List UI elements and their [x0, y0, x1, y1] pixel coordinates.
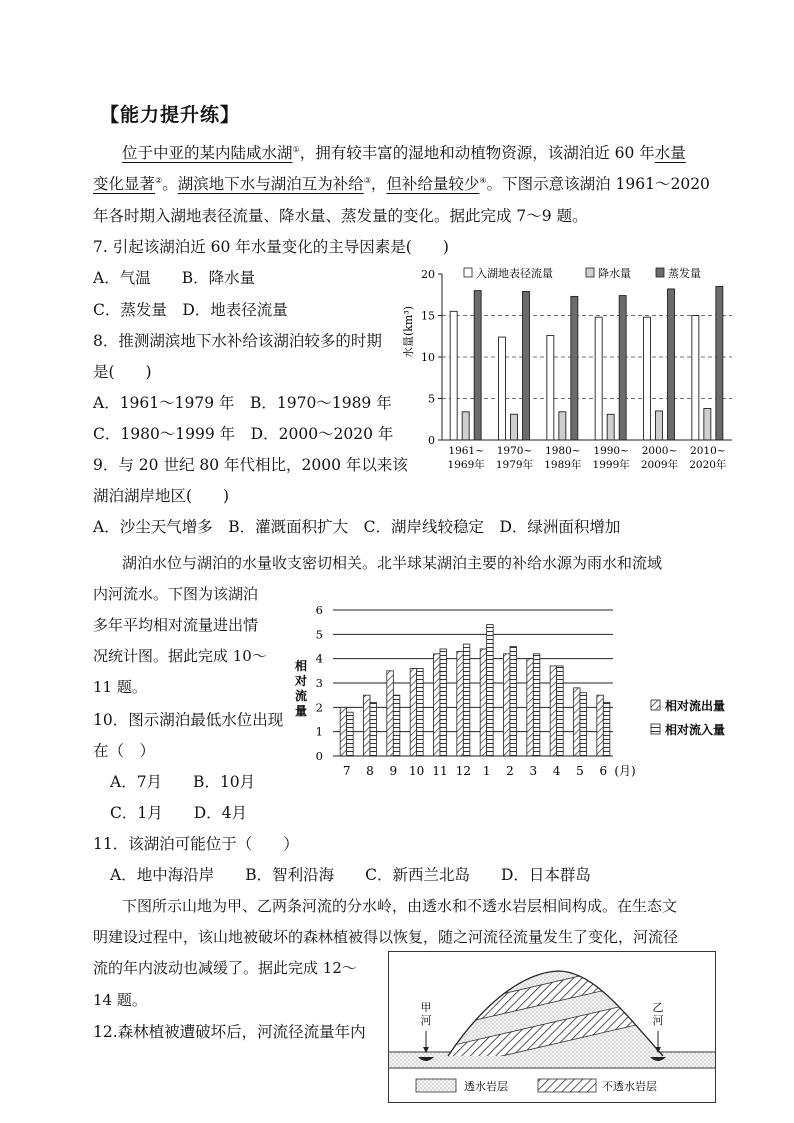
q7-options-ab: A．气温 B．降水量: [93, 269, 256, 287]
marker-2: ②: [155, 175, 163, 185]
chart2-ytick-label: 6: [315, 603, 323, 617]
chart2-bar: [574, 688, 581, 756]
chart2-bar: [434, 654, 441, 756]
legend-impermeable-swatch: [538, 1079, 596, 1092]
chart1-bar: [692, 316, 699, 441]
passage2-line5: 11 题。: [93, 678, 147, 696]
q8-stem-2: 是( ): [93, 363, 152, 381]
chart2-bar: [457, 651, 464, 756]
chart2-y-label-char: 相: [294, 659, 308, 673]
chart1-bar: [644, 317, 651, 440]
q8-stem-1: 8．推测湖滨地下水补给该湖泊较多的时期: [93, 332, 382, 350]
q9-stem-2: 湖泊湖岸地区( ): [93, 487, 230, 505]
chart1-legend-swatch: [464, 268, 472, 277]
chart1-xtick-label: 1969年: [447, 459, 485, 471]
chart2-bar: [364, 695, 371, 756]
chart1-ytick-label: 0: [428, 434, 435, 447]
passage1-text-2d: ，: [370, 175, 387, 193]
chart2-bar: [440, 649, 447, 756]
passage1-underlined-3: 变化显著: [93, 175, 156, 193]
chart2-bar: [597, 695, 604, 756]
chart2-bar: [393, 695, 400, 756]
chart2-xtick-label: 4: [552, 764, 561, 778]
chart2-ytick-label: 2: [315, 700, 323, 715]
lake-flow-chart: [293, 598, 743, 784]
chart2-y-label-char: 对: [294, 674, 308, 688]
q11-stem: 11．该湖泊可能位于（ ）: [93, 835, 299, 853]
chart2-bar: [557, 666, 564, 756]
chart2-xtick-label: 5: [576, 764, 584, 778]
chart1-bar: [547, 335, 554, 440]
q10-stem-1: 10．图示湖泊最低水位出现: [93, 711, 284, 729]
passage1-text-2f: 。下图示意该湖泊 1961～2020: [486, 175, 710, 193]
chart1-xtick-label: 1970~: [496, 445, 533, 457]
chart1-bar: [462, 412, 469, 440]
marker-4: ④: [479, 175, 487, 185]
passage1-underlined-4: 湖滨地下水与湖泊互为补给: [177, 175, 364, 193]
chart1-legend-label: 降水量: [598, 267, 631, 280]
chart1-legend-swatch: [656, 268, 664, 277]
chart2-ytick-label: 1: [315, 724, 323, 739]
chart2-xtick-label: 7: [342, 764, 351, 778]
chart1-bar: [668, 289, 675, 440]
q12-stem: 12.森林植被遭破坏后，河流径流量年内: [93, 1023, 366, 1041]
marker-3: ③: [363, 175, 371, 185]
chart2-xtick-label: 1: [482, 764, 491, 778]
passage3-line1: 下图所示山地为甲、乙两条河流的分水岭，由透水和不透水岩层相间构成。在生态文: [122, 897, 678, 915]
chart2-bar: [533, 654, 540, 756]
chart2-bar: [603, 702, 610, 756]
chart1-legend-label: 入湖地表径流量: [476, 267, 553, 280]
chart2-xtick-label: 2: [506, 764, 514, 778]
section-title: 【能力提升练】: [100, 104, 241, 126]
passage1-text-1b: ，拥有较丰富的湿地和动植物资源，该湖泊近 60 年: [299, 144, 655, 162]
chart2-x-unit: (月): [614, 764, 636, 778]
q10-stem-2: 在（ ）: [93, 742, 156, 760]
chart1-y-label: 水量(km³): [402, 305, 415, 359]
chart1-xtick-label: 2009年: [640, 459, 679, 471]
chart2-xtick-label: 9: [389, 764, 398, 778]
mountain-cross-section-diagram: [388, 951, 716, 1103]
legend-permeable-swatch: [416, 1079, 456, 1092]
chart2-bar: [550, 666, 557, 756]
river-yi-label: 乙河: [652, 1001, 664, 1027]
q8-options-ab: A．1961～1979 年 B．1970～1989 年: [93, 394, 392, 412]
q7-options-cd: C．蒸发量 D．地表径流量: [93, 301, 288, 319]
q10-options-cd: C．1月 D．4月: [110, 804, 248, 822]
chart2-bar: [417, 668, 424, 756]
river-jia-label: 甲河: [420, 1001, 432, 1027]
chart2-xtick-label: 6: [599, 764, 608, 778]
chart1-bar: [511, 414, 518, 440]
chart1-ytick-label: 10: [421, 351, 435, 364]
chart2-bar: [580, 693, 587, 756]
chart1-ytick-label: 15: [421, 309, 435, 323]
chart1-bar: [595, 317, 602, 440]
chart1-bar: [523, 291, 530, 440]
chart2-ytick-label: 3: [315, 676, 323, 690]
water-balance-chart: [398, 262, 744, 474]
chart2-legend-label: 相对流出量: [665, 699, 726, 713]
chart1-legend-swatch: [586, 268, 594, 277]
passage1-underlined-2: 水量: [654, 144, 686, 162]
chart2-bar: [410, 668, 417, 756]
q11-options: A．地中海沿岸 B．智利沿海 C．新西兰北岛 D．日本群岛: [110, 866, 591, 884]
chart1-bar: [474, 291, 481, 440]
chart1-xtick-label: 2000~: [641, 445, 678, 457]
passage3-line4: 14 题。: [93, 991, 147, 1009]
chart1-xtick-label: 2020年: [689, 459, 727, 471]
passage1-line1: [122, 141, 686, 163]
chart1-bar: [571, 296, 578, 440]
passage1-underlined-1: 位于中亚的某内陆咸水湖: [122, 144, 293, 162]
chart1-xtick-label: 1961~: [448, 445, 484, 457]
passage1-underlined-5: 但补给量较少: [386, 175, 480, 193]
chart2-legend-swatch: [651, 700, 660, 710]
chart2-bar: [527, 659, 534, 756]
chart1-bar: [499, 337, 506, 440]
chart1-bar: [450, 311, 457, 440]
passage2-line2: 内河流水。下图为该湖泊: [93, 585, 259, 603]
chart2-xtick-label: 10: [409, 764, 425, 778]
chart1-bar: [607, 414, 614, 440]
chart2-xtick-label: 12: [455, 764, 471, 778]
chart2-ytick-label: 5: [315, 627, 323, 642]
passage3-line3: 流的年内波动也减缓了。据此完成 12～: [93, 959, 357, 977]
chart2-bar: [504, 654, 511, 756]
chart2-y-label-char: 量: [294, 704, 308, 718]
chart2-xtick-label: 8: [366, 764, 374, 778]
chart1-bar: [559, 412, 566, 440]
chart1-legend-label: 蒸发量: [668, 267, 701, 280]
passage1-text-2b: 。: [162, 175, 178, 193]
chart1-bar: [716, 286, 723, 440]
q9-stem-1: 9．与 20 世纪 80 年代相比，2000 年以来该: [93, 456, 408, 474]
chart2-bar: [463, 644, 470, 756]
chart2-bar: [340, 707, 347, 756]
legend-permeable-label: 透水岩层: [464, 1080, 508, 1093]
chart1-ytick-label: 5: [428, 392, 435, 406]
chart2-bar: [387, 671, 394, 756]
chart1-xtick-label: 1989年: [544, 459, 582, 471]
passage2-line3: 多年平均相对流量进出情: [93, 616, 259, 634]
chart2-y-label-char: 流: [294, 689, 308, 703]
q9-options: A．沙尘天气增多 B．灌溉面积扩大 C．湖岸线较稳定 D．绿洲面积增加: [93, 518, 621, 536]
chart1-xtick-label: 1990~: [593, 445, 629, 457]
marker-1: ①: [292, 144, 300, 154]
chart2-ytick-label: 0: [315, 749, 323, 763]
chart1-bar: [656, 411, 663, 440]
chart1-xtick-label: 1999年: [592, 459, 630, 471]
chart2-bar: [480, 649, 487, 756]
q10-options-ab: A．7月 B．10月: [110, 773, 256, 791]
q8-options-cd: C．1980～1999 年 D．2000～2020 年: [93, 425, 394, 443]
chart2-bar: [347, 712, 354, 756]
passage2-line4: 况统计图。据此完成 10～: [93, 647, 267, 665]
chart2-legend-swatch: [651, 724, 660, 734]
chart2-xtick-label: 11: [432, 764, 448, 778]
chart2-bar: [370, 702, 377, 756]
chart1-bar: [619, 296, 626, 440]
chart1-bar: [704, 408, 711, 440]
passage1-line2: [93, 172, 710, 194]
chart1-ytick-label: 20: [421, 268, 435, 281]
q7-stem: 7. 引起该湖泊近 60 年水量变化的主导因素是( ): [93, 238, 449, 256]
chart2-xtick-label: 3: [529, 764, 538, 778]
chart1-xtick-label: 1979年: [495, 459, 534, 471]
chart2-bar: [510, 647, 517, 757]
chart1-xtick-label: 2010~: [690, 445, 726, 457]
chart2-bar: [487, 625, 494, 756]
chart1-xtick-label: 1980~: [545, 445, 581, 457]
chart2-legend-label: 相对流入量: [665, 723, 726, 737]
passage2-line1: 湖泊水位与湖泊的水量收支密切相关。北半球某湖泊主要的补给水源为雨水和流域: [122, 554, 663, 572]
passage1-line3: 年各时期入湖地表径流量、降水量、蒸发量的变化。据此完成 7～9 题。: [93, 207, 588, 225]
passage3-line2: 明建设过程中，该山地被破坏的森林植被得以恢复，随之河流径流量发生了变化，河流径: [93, 928, 679, 946]
chart2-ytick-label: 4: [315, 651, 323, 666]
legend-impermeable-label: 不透水岩层: [602, 1080, 657, 1093]
